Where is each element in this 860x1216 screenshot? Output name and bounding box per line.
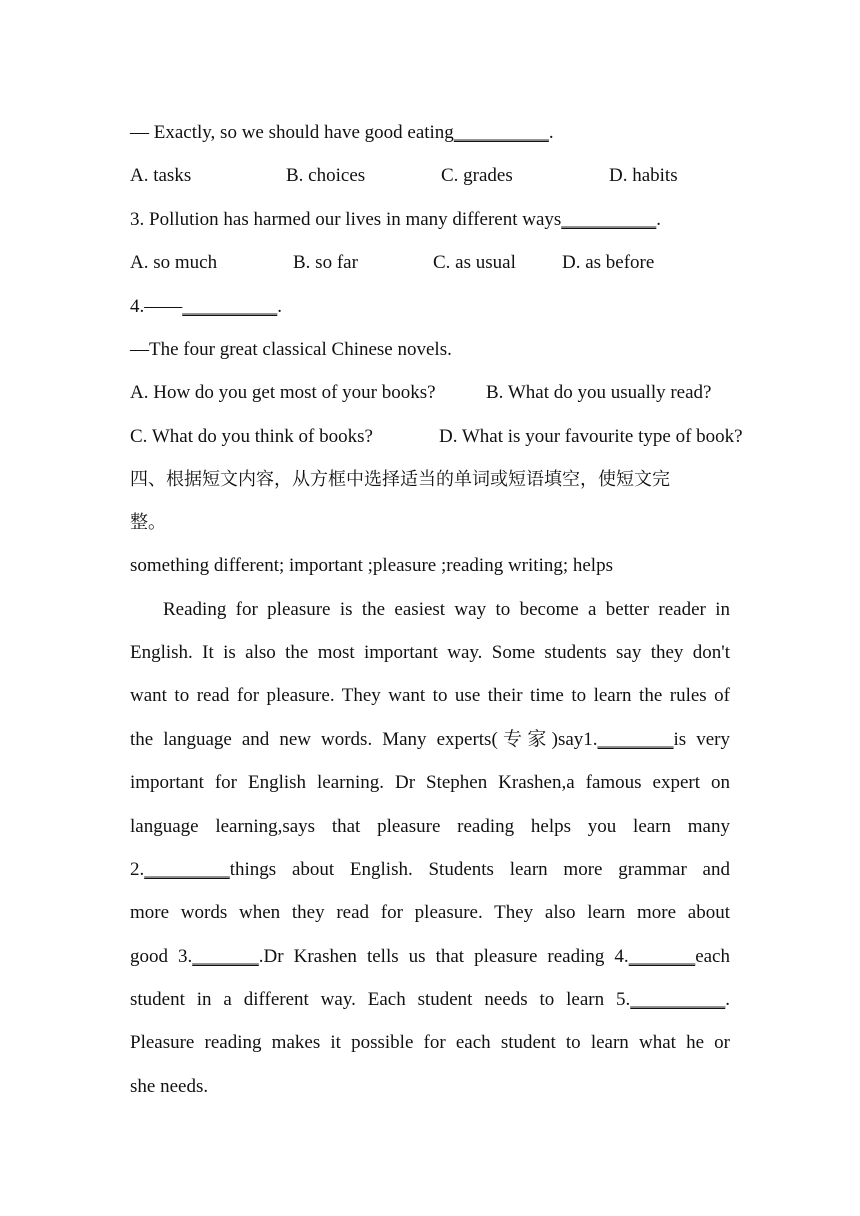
- section-4-heading: 四、根据短文内容，从方框中选择适当的单词或短语填空，使短文完: [130, 469, 670, 490]
- passage-line-7: [130, 858, 730, 882]
- passage-line-5: important for English learning. Dr Stephen Krashen,a famous expert on: [130, 772, 730, 793]
- q4-answer-line: —The four great classical Chinese novels.: [130, 339, 452, 360]
- q3-option-b: B. so far: [293, 252, 358, 273]
- q3-blank: __________: [561, 209, 657, 230]
- q2-option-a: A. tasks: [130, 165, 192, 186]
- q2-stem-text: — Exactly, so we should have good eating: [130, 122, 454, 143]
- q2-option-b: B. choices: [286, 165, 366, 186]
- passage-line-7-text: things about English. Students learn more grammar and: [229, 859, 730, 880]
- q2-option-c: C. grades: [441, 165, 513, 186]
- q3-option-a: A. so much: [130, 252, 218, 273]
- q3-stem: [130, 208, 661, 232]
- q4-option-d: D. What is your favourite type of book?: [439, 426, 743, 447]
- q2-stem: [130, 121, 554, 145]
- q4-stem-text: 4.——: [130, 296, 183, 317]
- q3-stem-text: 3. Pollution has harmed our lives in many different ways: [130, 209, 562, 230]
- q4-option-b: B. What do you usually read?: [486, 382, 712, 403]
- q3-stem-end: .: [656, 209, 662, 230]
- q4-stem-end: .: [277, 296, 282, 317]
- passage-line-12: she needs.: [130, 1076, 209, 1097]
- blank-2: _________: [144, 859, 230, 880]
- q3-option-c: C. as usual: [433, 252, 516, 273]
- passage-line-9-mid: .Dr Krashen tells us that pleasure reading 4.: [258, 946, 629, 967]
- q2-stem-end: .: [548, 122, 554, 143]
- passage-line-9: [130, 945, 730, 969]
- blank-1: ________: [597, 729, 674, 750]
- q2-blank: __________: [453, 122, 549, 143]
- word-box: something different; important ;pleasure ;reading writing; helps: [130, 555, 613, 576]
- q3-option-d: D. as before: [562, 252, 655, 273]
- section-4-heading-cont: 整。: [130, 512, 166, 533]
- passage-line-1: Reading for pleasure is the easiest way to become a better reader in: [163, 599, 730, 620]
- passage-line-10-text: student in a different way. Each student needs to learn 5.: [130, 989, 631, 1010]
- passage-line-7-num: 2.: [130, 859, 145, 880]
- passage-line-4: [130, 728, 730, 752]
- passage-line-4-text: the language and new words. Many experts(专家)say1.: [130, 729, 598, 750]
- q4-option-c: C. What do you think of books?: [130, 426, 373, 447]
- q4-blank: __________: [182, 296, 278, 317]
- passage-line-4-end: is very: [673, 729, 730, 750]
- q4-option-a: A. How do you get most of your books?: [130, 382, 436, 403]
- passage-line-10: [130, 988, 730, 1012]
- passage-line-6: language learning,says that pleasure reading helps you learn many: [130, 816, 730, 837]
- passage-line-3: want to read for pleasure. They want to use their time to learn the rules of: [130, 685, 730, 706]
- passage-line-2: English. It is also the most important way. Some students say they don't: [130, 642, 730, 663]
- blank-4: _______: [628, 946, 696, 967]
- blank-5: __________: [630, 989, 726, 1010]
- q4-stem: [130, 295, 282, 319]
- passage-line-9-text: good 3.: [130, 946, 193, 967]
- blank-3: _______: [192, 946, 259, 967]
- passage-line-9-end: each: [695, 946, 730, 967]
- passage-line-8: more words when they read for pleasure. They also learn more about: [130, 902, 730, 923]
- passage-line-10-end: .: [725, 989, 730, 1010]
- passage-line-11: Pleasure reading makes it possible for each student to learn what he or: [130, 1032, 730, 1053]
- q2-option-d: D. habits: [609, 165, 678, 186]
